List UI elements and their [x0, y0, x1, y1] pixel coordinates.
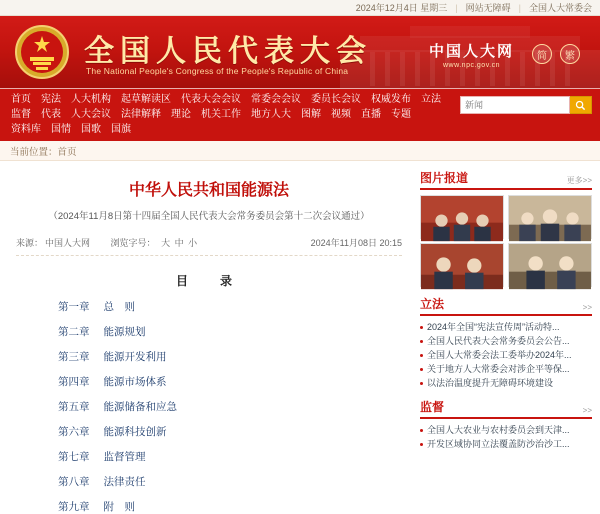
legislation-news-item-1[interactable]: 2024年全国“宪法宣传周”活动特... — [420, 320, 592, 334]
search-input[interactable] — [460, 96, 570, 114]
toc-item-2-name: 能源规划 — [103, 327, 146, 338]
nav-item-22[interactable]: 国歌 — [81, 124, 101, 135]
nav-item-1[interactable]: 宪法 — [41, 94, 61, 105]
toc-item-8-chapter: 第八章 — [58, 477, 90, 488]
source-value: 中国人大网 — [45, 238, 91, 248]
nav-item-18[interactable]: 直播 — [361, 109, 381, 120]
toc-item-7-name: 监督管理 — [103, 452, 146, 463]
nav-item-0[interactable]: 首页 — [11, 94, 31, 105]
nav-item-3[interactable]: 起草解读区 — [121, 94, 171, 105]
photo-report-more[interactable]: 更多>> — [566, 176, 592, 185]
toc-item-7[interactable] — [58, 449, 402, 464]
toc-item-6[interactable] — [58, 424, 402, 439]
search-area — [460, 96, 592, 114]
main-navigation — [0, 88, 600, 141]
nav-item-11[interactable]: 人大会议 — [71, 109, 111, 120]
npc-standing-committee-link[interactable]: 全国人大常委会 — [528, 3, 592, 13]
publish-datetime: 2024年11月08日 20:15 — [310, 238, 402, 248]
toc-item-8-name: 法律责任 — [103, 477, 146, 488]
nav-item-21[interactable]: 国情 — [51, 124, 71, 135]
national-emblem-icon — [14, 24, 70, 80]
toc-item-3-chapter: 第三章 — [58, 352, 90, 363]
nav-item-19[interactable]: 专题 — [391, 109, 411, 120]
toc-item-9[interactable] — [58, 499, 402, 514]
photo-thumbnail-1[interactable] — [420, 195, 504, 239]
photo-thumbnail-2[interactable] — [508, 195, 592, 239]
toc-item-9-name: 附 则 — [103, 502, 135, 513]
font-size-small[interactable]: 小 — [188, 238, 198, 248]
document-meta — [16, 236, 402, 256]
accessibility-link[interactable]: 网站无障碍 — [465, 3, 511, 13]
toc-item-7-chapter: 第七章 — [58, 452, 90, 463]
toc-heading: 目 录 — [175, 274, 242, 288]
site-title-en: The National People's Congress of the People's Republic of China — [86, 66, 349, 76]
legislation-header — [420, 295, 592, 316]
nav-item-8[interactable]: 立法 — [421, 94, 441, 105]
font-size-medium[interactable]: 中 — [174, 238, 184, 248]
photo-report-header — [420, 169, 592, 190]
nav-item-16[interactable]: 图解 — [301, 109, 321, 120]
legislation-news-item-5[interactable]: 以法治温度提升无障碍环境建设 — [420, 376, 592, 390]
npc-web-logo[interactable] — [429, 40, 514, 69]
delegation-photo-icon — [509, 196, 591, 241]
photo-report-title: 图片报道 — [420, 171, 469, 185]
content-area — [0, 161, 600, 513]
nav-item-4[interactable]: 代表大会会议 — [181, 94, 241, 105]
meeting-photo-icon — [421, 196, 503, 241]
sidebar-column — [418, 161, 600, 469]
browse-label: 浏览字号： — [110, 238, 156, 248]
toc-item-6-name: 能源科技创新 — [103, 427, 167, 438]
legislation-news-item-4[interactable]: 关于地方人大常委会对涉企平等保... — [420, 362, 592, 376]
separator-2: | — [518, 2, 521, 13]
npc-web-logo-url: www.npc.gov.cn — [442, 62, 501, 69]
breadcrumb — [0, 141, 600, 161]
toc-item-6-chapter: 第六章 — [58, 427, 90, 438]
supervision-panel — [420, 398, 592, 451]
legislation-news-list — [420, 320, 592, 390]
nav-item-14[interactable]: 机关工作 — [201, 109, 241, 120]
nav-item-23[interactable]: 国旗 — [111, 124, 131, 135]
site-masthead — [0, 16, 600, 88]
supervision-title: 监督 — [420, 400, 445, 414]
photo-thumbnails — [420, 195, 592, 287]
supervision-news-item-2[interactable]: 开发区域协同立法覆盖防沙治沙工... — [420, 437, 592, 451]
supervision-news-list — [420, 423, 592, 451]
separator-1: | — [455, 2, 458, 13]
nav-item-12[interactable]: 法律解释 — [121, 109, 161, 120]
traditional-chinese-button[interactable]: 繁 — [560, 44, 580, 64]
page-title: 中华人民共和国能源法 — [128, 182, 289, 199]
toc-item-4-name: 能源市场体系 — [103, 377, 167, 388]
toc-item-2-chapter: 第二章 — [58, 327, 90, 338]
current-date: 2024年12月4日 星期三 — [355, 3, 448, 13]
nav-item-20[interactable]: 资料库 — [11, 124, 41, 135]
photo-report-panel — [420, 169, 592, 287]
toc-item-4-chapter: 第四章 — [58, 377, 90, 388]
nav-item-6[interactable]: 委员长会议 — [311, 94, 361, 105]
legislation-news-item-2[interactable]: 全国人民代表大会常务委员会公告... — [420, 334, 592, 348]
legislation-panel — [420, 295, 592, 390]
toc-item-8[interactable] — [58, 474, 402, 489]
article-column — [0, 161, 418, 513]
legislation-title: 立法 — [420, 297, 445, 311]
toc-item-3-name: 能源开发利用 — [103, 352, 167, 363]
nav-item-15[interactable]: 地方人大 — [251, 109, 291, 120]
document-subtitle: （2024年11月8日第十四届全国人民代表大会常务委员会第十二次会议通过） — [48, 211, 370, 222]
toc-item-5[interactable] — [58, 399, 402, 414]
top-utility-bar — [0, 0, 600, 16]
nav-item-17[interactable]: 视频 — [331, 109, 351, 120]
photo-thumbnail-3[interactable] — [420, 243, 504, 287]
toc-item-9-chapter: 第九章 — [58, 502, 90, 513]
nav-item-7[interactable]: 权威发布 — [371, 94, 411, 105]
legislation-more[interactable]: >> — [582, 303, 592, 312]
font-size-large[interactable]: 大 — [161, 238, 171, 248]
site-title-cn: 全国人民代表大会 — [84, 35, 372, 68]
toc-item-3[interactable] — [58, 349, 402, 364]
conference-hall-photo-icon — [421, 244, 503, 289]
search-icon — [575, 100, 586, 111]
toc-item-5-name: 能源储备和应急 — [103, 402, 177, 413]
toc-item-5-chapter: 第五章 — [58, 402, 90, 413]
breadcrumb-home[interactable]: 首页 — [57, 146, 77, 158]
npc-web-logo-cn: 中国人大网 — [428, 44, 514, 60]
font-size-controls — [160, 238, 198, 248]
supervision-news-item-1[interactable]: 全国人大农业与农村委员会到天津... — [420, 423, 592, 437]
simplified-chinese-button[interactable]: 简 — [532, 44, 552, 64]
toc-item-4[interactable] — [58, 374, 402, 389]
nav-items — [6, 92, 446, 137]
nav-item-13[interactable]: 理论 — [171, 109, 191, 120]
search-button[interactable] — [570, 96, 592, 114]
document-source — [16, 236, 200, 249]
toc-item-2[interactable] — [58, 324, 402, 339]
toc-item-1[interactable] — [58, 299, 402, 314]
supervision-more[interactable]: >> — [582, 406, 592, 415]
toc-item-1-name: 总 则 — [103, 302, 135, 313]
supervision-header — [420, 398, 592, 419]
nav-item-10[interactable]: 代表 — [41, 109, 61, 120]
nav-item-2[interactable]: 人大机构 — [71, 94, 111, 105]
legislation-news-item-3[interactable]: 全国人大常委会法工委举办2024年... — [420, 348, 592, 362]
source-label: 来源： — [16, 238, 44, 248]
breadcrumb-label: 当前位置： — [10, 146, 58, 158]
handshake-photo-icon — [509, 244, 591, 289]
toc-list — [16, 299, 402, 514]
toc-item-1-chapter: 第一章 — [58, 302, 90, 313]
nav-item-9[interactable]: 监督 — [11, 109, 31, 120]
photo-thumbnail-4[interactable] — [508, 243, 592, 287]
nav-item-5[interactable]: 常委会会议 — [251, 94, 301, 105]
